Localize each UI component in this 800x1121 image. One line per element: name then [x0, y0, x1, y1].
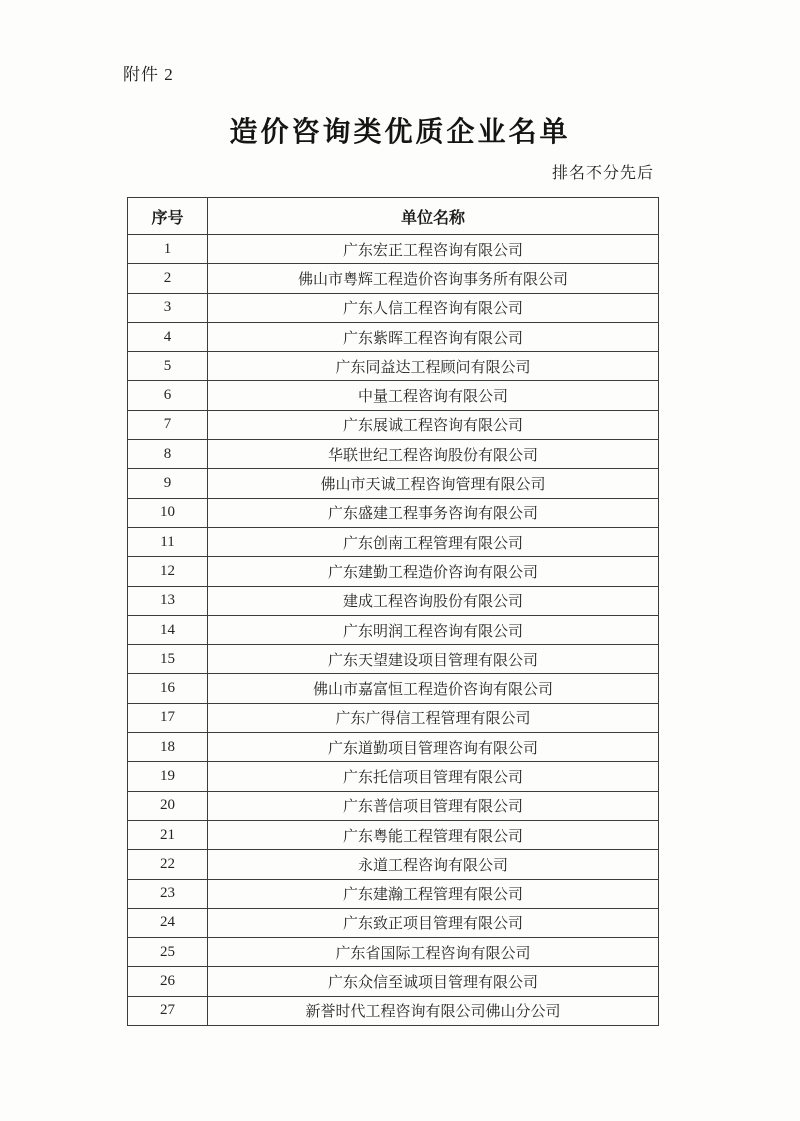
company-name: 广东致正项目管理有限公司 — [208, 908, 659, 937]
row-number: 23 — [128, 879, 208, 908]
company-name: 广东天望建设项目管理有限公司 — [208, 645, 659, 674]
row-number: 6 — [128, 381, 208, 410]
row-number: 14 — [128, 615, 208, 644]
company-name: 广东建勤工程造价咨询有限公司 — [208, 557, 659, 586]
table-row — [128, 469, 659, 498]
column-header-company-name: 单位名称 — [208, 198, 659, 235]
table-row — [128, 527, 659, 556]
table-row — [128, 264, 659, 293]
row-number: 25 — [128, 938, 208, 967]
table-row — [128, 850, 659, 879]
table-row — [128, 440, 659, 469]
company-name: 建成工程咨询股份有限公司 — [208, 586, 659, 615]
table-row — [128, 967, 659, 996]
table-row — [128, 615, 659, 644]
ranking-note: 排名不分先后 — [551, 165, 654, 182]
table-row — [128, 996, 659, 1025]
company-name: 广东展诚工程咨询有限公司 — [208, 410, 659, 439]
company-name: 广东明润工程咨询有限公司 — [208, 615, 659, 644]
table-row — [128, 733, 659, 762]
row-number: 5 — [128, 352, 208, 381]
company-name: 广东广得信工程管理有限公司 — [208, 703, 659, 732]
table-row — [128, 352, 659, 381]
row-number: 27 — [128, 996, 208, 1025]
row-number: 10 — [128, 498, 208, 527]
row-number: 2 — [128, 264, 208, 293]
company-name: 广东道勤项目管理咨询有限公司 — [208, 733, 659, 762]
company-name: 佛山市粤辉工程造价咨询事务所有限公司 — [208, 264, 659, 293]
row-number: 3 — [128, 293, 208, 322]
row-number: 17 — [128, 703, 208, 732]
row-number: 26 — [128, 967, 208, 996]
table-row — [128, 820, 659, 849]
row-number: 8 — [128, 440, 208, 469]
row-number: 19 — [128, 762, 208, 791]
table-row — [128, 322, 659, 351]
company-name: 佛山市嘉富恒工程造价咨询有限公司 — [208, 674, 659, 703]
row-number: 13 — [128, 586, 208, 615]
table-row — [128, 879, 659, 908]
table-row — [128, 293, 659, 322]
table-row — [128, 645, 659, 674]
company-name: 广东同益达工程顾问有限公司 — [208, 352, 659, 381]
company-name: 新誉时代工程咨询有限公司佛山分公司 — [208, 996, 659, 1025]
table-row — [128, 410, 659, 439]
table-row — [128, 908, 659, 937]
company-table — [127, 197, 659, 1026]
page-title: 造价咨询类优质企业名单 — [229, 116, 571, 147]
table-row — [128, 381, 659, 410]
table-row — [128, 762, 659, 791]
company-name: 广东创南工程管理有限公司 — [208, 527, 659, 556]
row-number: 12 — [128, 557, 208, 586]
company-name: 中量工程咨询有限公司 — [208, 381, 659, 410]
company-name: 广东粤能工程管理有限公司 — [208, 820, 659, 849]
table-row — [128, 674, 659, 703]
company-name: 广东紫晖工程咨询有限公司 — [208, 322, 659, 351]
company-name: 广东宏正工程咨询有限公司 — [208, 235, 659, 264]
company-name: 广东普信项目管理有限公司 — [208, 791, 659, 820]
company-name: 广东托信项目管理有限公司 — [208, 762, 659, 791]
row-number: 11 — [128, 527, 208, 556]
row-number: 22 — [128, 850, 208, 879]
row-number: 4 — [128, 322, 208, 351]
table-header-row — [128, 198, 659, 235]
row-number: 1 — [128, 235, 208, 264]
table-row — [128, 557, 659, 586]
company-name: 广东省国际工程咨询有限公司 — [208, 938, 659, 967]
row-number: 20 — [128, 791, 208, 820]
table-row — [128, 938, 659, 967]
company-name: 广东人信工程咨询有限公司 — [208, 293, 659, 322]
company-name: 广东建瀚工程管理有限公司 — [208, 879, 659, 908]
table-row — [128, 703, 659, 732]
table-row — [128, 586, 659, 615]
row-number: 18 — [128, 733, 208, 762]
company-name: 佛山市天诚工程咨询管理有限公司 — [208, 469, 659, 498]
table-row — [128, 498, 659, 527]
company-name: 广东盛建工程事务咨询有限公司 — [208, 498, 659, 527]
table-row — [128, 791, 659, 820]
company-name: 华联世纪工程咨询股份有限公司 — [208, 440, 659, 469]
row-number: 21 — [128, 820, 208, 849]
row-number: 7 — [128, 410, 208, 439]
company-name: 广东众信至诚项目管理有限公司 — [208, 967, 659, 996]
company-name: 永道工程咨询有限公司 — [208, 850, 659, 879]
table-row — [128, 235, 659, 264]
column-header-number: 序号 — [128, 198, 208, 235]
attachment-label: 附件 2 — [123, 65, 174, 84]
row-number: 15 — [128, 645, 208, 674]
row-number: 24 — [128, 908, 208, 937]
row-number: 16 — [128, 674, 208, 703]
row-number: 9 — [128, 469, 208, 498]
